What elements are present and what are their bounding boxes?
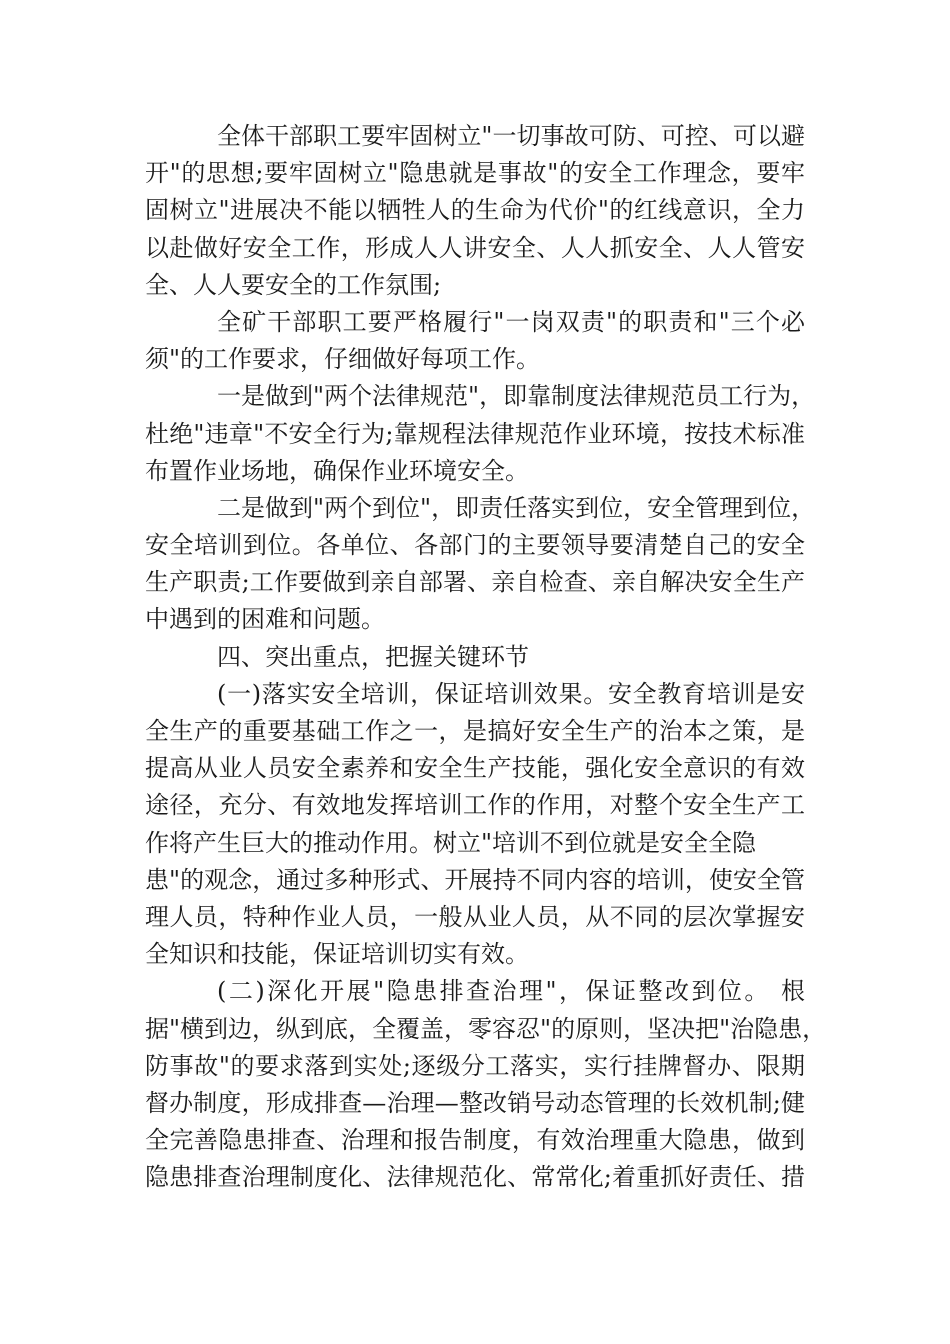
paragraph-line: 中遇到的困难和问题。 — [145, 605, 385, 634]
paragraph-line: 开"的思想;要牢固树立"隐患就是事故"的安全工作理念，要牢 — [145, 159, 805, 188]
paragraph-line: 杜绝"违章"不安全行为;靠规程法律规范作业环境，按技术标准 — [145, 419, 805, 448]
paragraph-line: 防事故"的要求落到实处;逐级分工落实，实行挂牌督办、限期 — [145, 1051, 805, 1080]
paragraph-line: (二)深化开展"隐患排查治理"，保证整改到位。 根 — [217, 977, 805, 1006]
paragraph-line: 提高从业人员安全素养和安全生产技能，强化安全意识的有效 — [145, 754, 805, 783]
paragraph-line: 生产职责;工作要做到亲自部署、亲自检查、亲自解决安全生产 — [145, 568, 805, 597]
paragraph-line: 据"横到边，纵到底，全覆盖，零容忍"的原则，坚决把"治隐患， — [145, 1014, 827, 1043]
paragraph-line: (一)落实安全培训，保证培训效果。安全教育培训是安 — [217, 679, 805, 708]
paragraph-line: 全体干部职工要牢固树立"一切事故可防、可控、可以避 — [217, 122, 805, 150]
paragraph-line: 理人员，特种作业人员，一般从业人员，从不同的层次掌握安 — [145, 902, 805, 931]
document-body — [145, 118, 827, 1196]
paragraph-line: 一是做到"两个法律规范"，即靠制度法律规范员工行为， — [217, 382, 816, 411]
paragraph-line: 隐患排查治理制度化、法律规范化、常常化;着重抓好责任、措 — [145, 1163, 805, 1192]
paragraph-line: 以赴做好安全工作，形成人人讲安全、人人抓安全、人人管安 — [145, 233, 805, 262]
paragraph-line: 全、人人要安全的工作氛围; — [145, 270, 442, 299]
paragraph-line: 督办制度，形成排查—治理—整改销号动态管理的长效机制;健 — [145, 1088, 805, 1117]
paragraph-line: 全知识和技能，保证培训切实有效。 — [145, 940, 529, 969]
paragraph-line: 二是做到"两个到位"，即责任落实到位，安全管理到位， — [217, 493, 816, 522]
paragraph-line: 安全培训到位。各单位、各部门的主要领导要清楚自己的安全 — [145, 531, 805, 560]
paragraph-line: 全完善隐患排查、治理和报告制度，有效治理重大隐患，做到 — [145, 1126, 805, 1155]
paragraph-line: 全矿干部职工要严格履行"一岗双责"的职责和"三个必 — [217, 307, 805, 336]
paragraph-line: 作将产生巨大的推动作用。树立"培训不到位就是安全全隐 — [145, 828, 757, 857]
paragraph-line: 途径，充分、有效地发挥培训工作的作用，对整个安全生产工 — [145, 791, 805, 820]
paragraph-line: 须"的工作要求，仔细做好每项工作。 — [145, 345, 541, 374]
section-heading: 四、突出重点，把握关键环节 — [217, 642, 529, 671]
paragraph-line: 全生产的重要基础工作之一，是搞好安全生产的治本之策，是 — [145, 717, 805, 745]
paragraph-line: 患"的观念，通过多种形式、开展持不同内容的培训，使安全管 — [145, 865, 805, 894]
paragraph-line: 固树立"进展决不能以牺牲人的生命为代价"的红线意识，全力 — [145, 196, 805, 225]
paragraph-line: 布置作业场地，确保作业环境安全。 — [145, 456, 529, 485]
